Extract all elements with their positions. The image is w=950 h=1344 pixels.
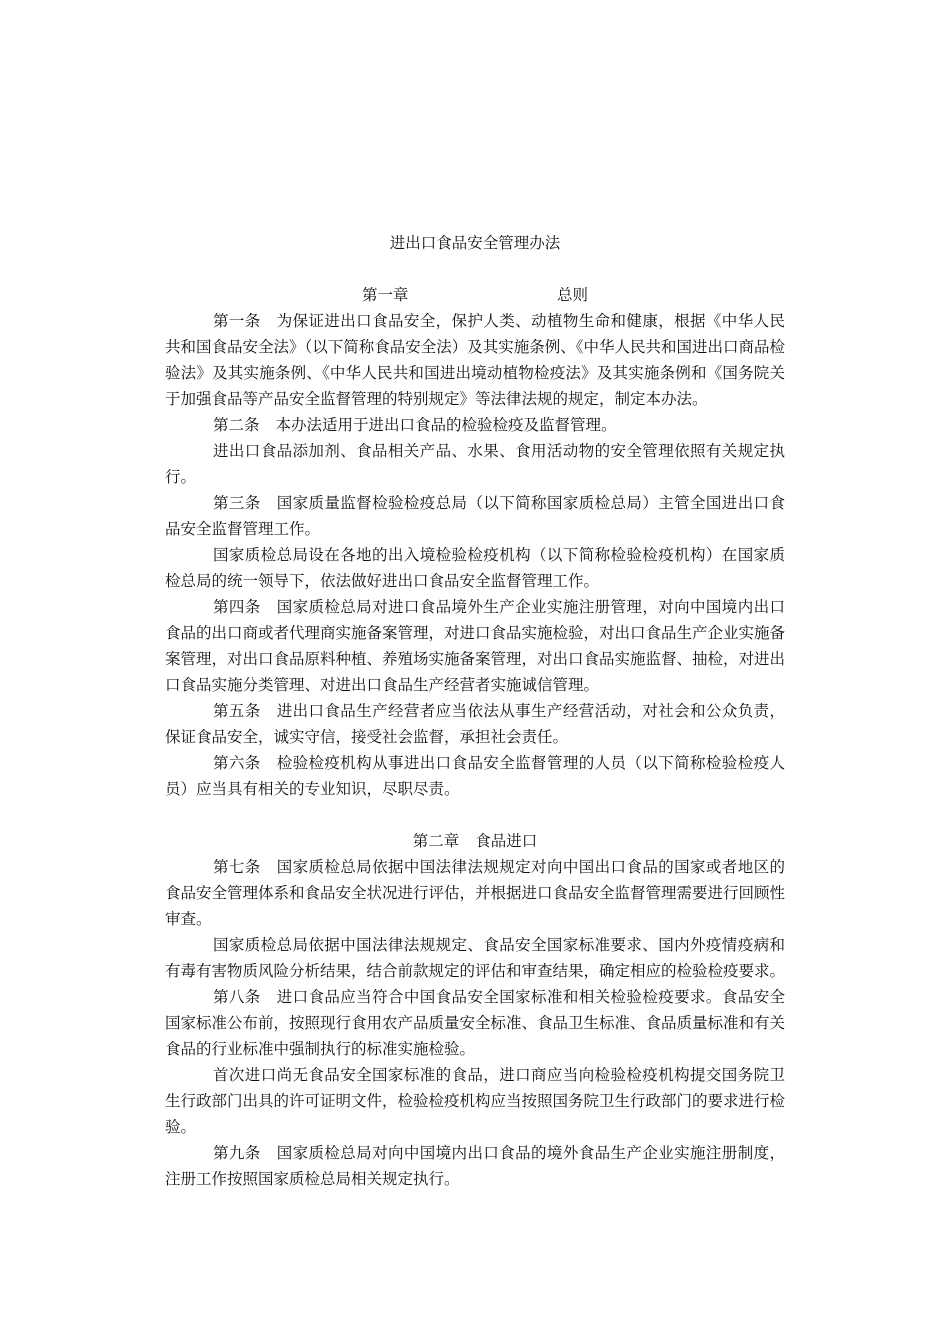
document-body xyxy=(165,230,785,1192)
article-label: 第九条 xyxy=(213,1144,261,1162)
chapter-2-name: 食品进口 xyxy=(475,832,538,850)
article-text: 国家质量监督检验检疫总局（以下简称国家质检总局）主管全国进出口食品安全监督管理工作。 xyxy=(165,494,785,538)
article-text: 进口食品应当符合中国食品安全国家标准和相关检验检疫要求。食品安全国家标准公布前，按照现行食用农产品质量安全标准、食品卫生标准、食品质量标准和有关食品的行业标准中强制执行的标准实施检验。 xyxy=(165,988,786,1058)
article-9 xyxy=(165,1140,785,1192)
document-title: 进出口食品安全管理办法 xyxy=(389,234,561,252)
article-label: 第四条 xyxy=(213,598,261,616)
chapter-1-number: 第一章 xyxy=(362,286,409,304)
article-text: 国家质检总局对向中国境内出口食品的境外食品生产企业实施注册制度，注册工作按照国家质检总局相关规定执行。 xyxy=(165,1144,785,1188)
article-text: 进出口食品生产经营者应当依法从事生产经营活动，对社会和公众负责，保证食品安全，诚实守信，接受社会监督，承担社会责任。 xyxy=(165,702,785,746)
article-label: 第六条 xyxy=(213,754,261,772)
article-8 xyxy=(165,984,785,1062)
chapter-1-name: 总则 xyxy=(557,286,589,304)
article-5 xyxy=(165,698,785,750)
article-text: 进出口食品添加剂、食品相关产品、水果、食用活动物的安全管理依照有关规定执行。 xyxy=(165,442,785,486)
article-text: 首次进口尚无食品安全国家标准的食品，进口商应当向检验检疫机构提交国务院卫生行政部门出具的许可证明文件，检验检疫机构应当按照国务院卫生行政部门的要求进行检验。 xyxy=(165,1066,786,1136)
article-8-paragraph-2 xyxy=(165,1062,785,1140)
article-7 xyxy=(165,854,785,932)
article-6 xyxy=(165,750,785,802)
article-label: 第八条 xyxy=(213,988,261,1006)
chapter-2-section xyxy=(165,854,785,1192)
article-label: 第七条 xyxy=(213,858,261,876)
article-text: 国家质检总局对进口食品境外生产企业实施注册管理，对向中国境内出口食品的出口商或者代理商实施备案管理，对进口食品实施检验，对出口食品生产企业实施备案管理，对出口食品原料种植、养殖场实施备案管理，对出口食品实施监督、抽检，对进出口食品实施分类管理、对进出口食品生产经营者实施诚信管理。 xyxy=(165,598,786,694)
article-4 xyxy=(165,594,785,698)
chapter-1-heading xyxy=(165,282,785,308)
article-2 xyxy=(165,412,785,438)
article-7-paragraph-2 xyxy=(165,932,785,984)
article-label: 第一条 xyxy=(213,312,261,330)
article-2-paragraph-2 xyxy=(165,438,785,490)
article-text: 国家质检总局设在各地的出入境检验检疫机构（以下简称检验检疫机构）在国家质检总局的统一领导下，依法做好进出口食品安全监督管理工作。 xyxy=(165,546,785,590)
article-label: 第五条 xyxy=(213,702,261,720)
article-label: 第二条 xyxy=(213,416,260,434)
article-3 xyxy=(165,490,785,542)
article-text: 国家质检总局依据中国法律法规规定、食品安全国家标准要求、国内外疫情疫病和有毒有害物质风险分析结果，结合前款规定的评估和审查结果，确定相应的检验检疫要求。 xyxy=(165,936,786,980)
article-text: 国家质检总局依据中国法律法规规定对向中国出口食品的国家或者地区的食品安全管理体系和食品安全状况进行评估，并根据进口食品安全监督管理需要进行回顾性审查。 xyxy=(165,858,786,928)
article-text: 为保证进出口食品安全，保护人类、动植物生命和健康，根据《中华人民共和国食品安全法》（以下简称食品安全法）及其实施条例、《中华人民共和国进出口商品检验法》及其实施条例、《中华人民共和国进出境动植物检疫法》及其实施条例和《国务院关于加强食品等产品安全监督管理的特别规定》等法律法规的规定，制定本办法。 xyxy=(165,312,786,408)
article-1 xyxy=(165,308,785,412)
article-text: 本办法适用于进出口食品的检验检疫及监督管理。 xyxy=(275,416,617,434)
article-label: 第三条 xyxy=(213,494,261,512)
chapter-2-heading xyxy=(165,828,785,854)
chapter-1-section xyxy=(165,308,785,802)
chapter-2-number: 第二章 xyxy=(412,832,460,850)
article-3-paragraph-2 xyxy=(165,542,785,594)
article-text: 检验检疫机构从事进出口食品安全监督管理的人员（以下简称检验检疫人员）应当具有相关的专业知识，尽职尽责。 xyxy=(165,754,785,798)
